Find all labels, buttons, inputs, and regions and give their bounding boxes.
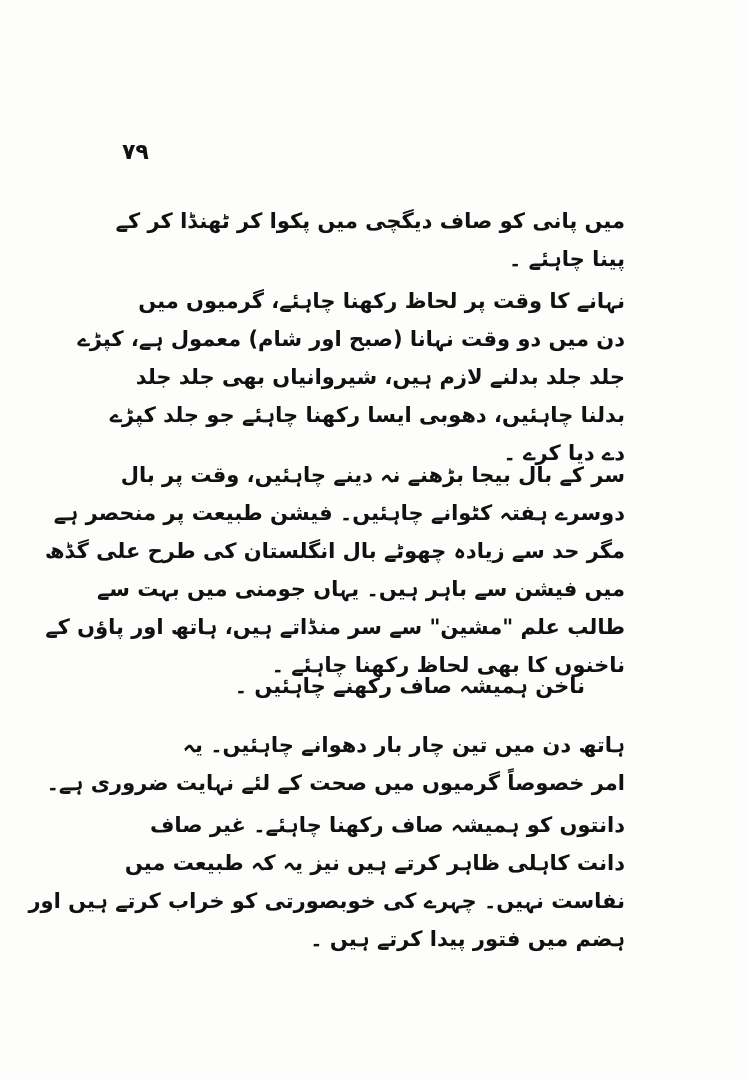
text-line: بدلنا چاہئیں، دھوبی ایسا رکھنا چاہئے جو جلد کپڑے bbox=[109, 403, 625, 427]
text-line: ہضم میں فتور پیدا کرتے ہیں ۔ bbox=[310, 927, 625, 951]
text-line: مگر حد سے زیادہ چھوٹے بال انگلستان کی طرح علی گڈھ bbox=[44, 539, 625, 563]
text-line: دے دیا کرے ۔ bbox=[503, 441, 625, 465]
text-line: دانتوں کو ہمیشہ صاف رکھنا چاہئے۔ غیر صاف bbox=[150, 813, 625, 837]
paragraph-teeth bbox=[28, 806, 625, 958]
paragraph-nails bbox=[125, 667, 625, 705]
text-line: سر کے بال بیجا بڑھنے نہ دینے چاہئیں، وقت پر بال bbox=[120, 463, 625, 487]
text-line: نفاست نہیں۔ چہرے کی خوبصورتی کو خراب کرتے ہیں اور bbox=[28, 889, 625, 913]
text-line: نہانے کا وقت پر لحاظ رکھنا چاہئے، گرمیوں میں bbox=[138, 289, 625, 313]
text-line: امر خصوصاً گرمیوں میں صحت کے لئے نہایت ضروری ہے۔ bbox=[46, 771, 625, 795]
paragraph-boiled-water bbox=[115, 202, 625, 278]
paragraph-hair bbox=[44, 456, 625, 684]
text-line: پینا چاہئے ۔ bbox=[508, 247, 625, 271]
text-line: ہاتھ دن میں تین چار بار دھوانے چاہئیں۔ یہ bbox=[182, 733, 625, 757]
text-line: دانت کاہلی ظاہر کرتے ہیں نیز یہ کہ طبیعت میں bbox=[124, 851, 625, 875]
text-line: دوسرے ہفتہ کٹوانے چاہئیں۔ فیشن طبیعت پر منحصر ہے bbox=[53, 501, 625, 525]
text-line: میں پانی کو صاف دیگچی میں پکوا کر ٹھنڈا کر کے bbox=[115, 209, 625, 233]
page-number: ۷۹ bbox=[122, 140, 149, 165]
text-line: میں فیشن سے باہر ہیں۔ یہاں جومنی میں بہت سے bbox=[96, 577, 625, 601]
paragraph-bathing bbox=[77, 282, 625, 472]
text-line: ناخن ہمیشہ صاف رکھنے چاہئیں ۔ bbox=[234, 674, 585, 698]
text-line: ناخنوں کا بھی لحاظ رکھنا چاہئے ۔ bbox=[271, 653, 625, 677]
text-line: دن میں دو وقت نہانا (صبح اور شام) معمول ہے، کپڑے bbox=[77, 327, 625, 351]
paragraph-hands bbox=[46, 726, 625, 802]
text-line: طالب علم "مشین" سے سر منڈاتے ہیں، ہاتھ اور پاؤں کے bbox=[45, 615, 625, 639]
text-line: جلد جلد بدلنے لازم ہیں، شیروانیاں بھی جلد جلد bbox=[135, 365, 625, 389]
